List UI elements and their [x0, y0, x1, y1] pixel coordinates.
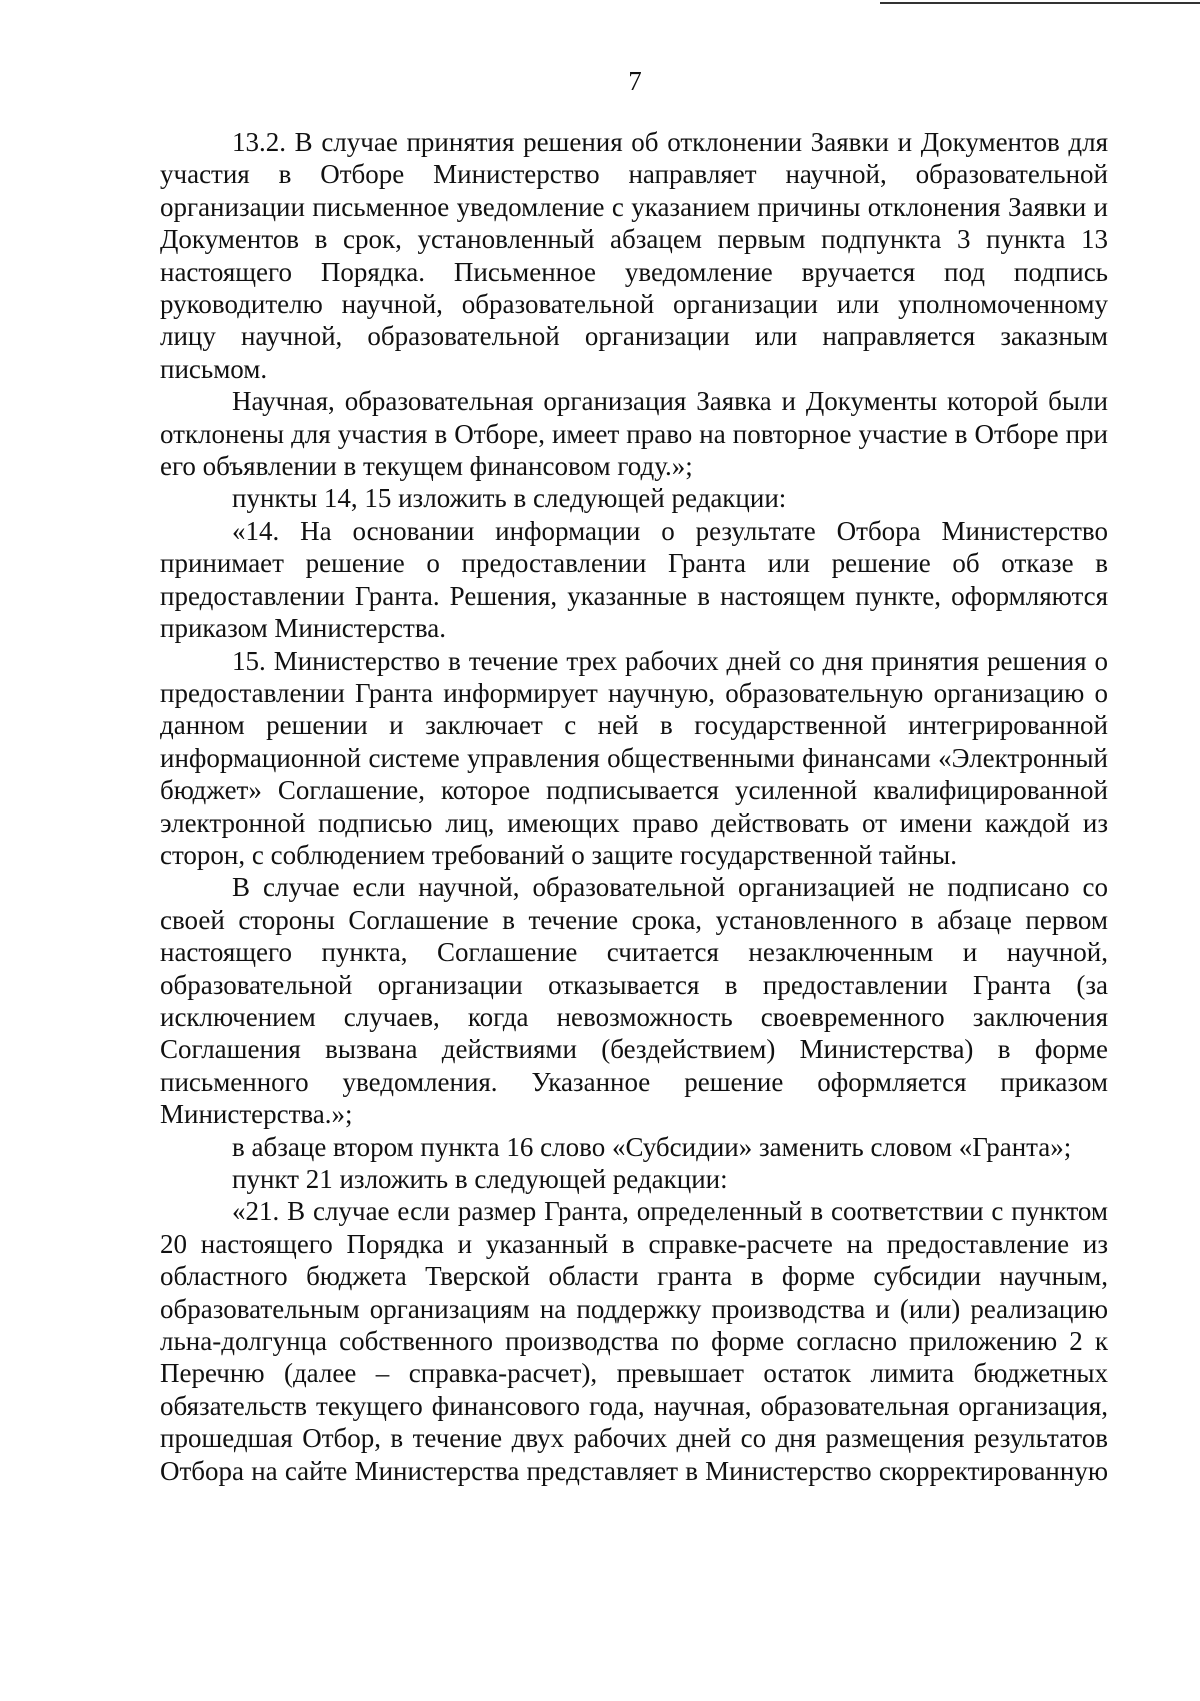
page-number: 7: [628, 66, 642, 96]
paragraph-agreement-not-signed: В случае если научной, образовательной организацией не подписано со своей стороны Соглашение в течение срока, установленного в абзаце первом настоящего пункта, Соглашение считается незаключенным и научной, образовательной организации отказывается в предоставлении Гранта (за исключением случаев, когда невозможность своевременного заключения Соглашения вызвана действиями (бездействием) Министерства) в форме письменного уведомления. Указанное решение оформляется приказом Министерства.»;: [160, 872, 1108, 1130]
top-border-line: [880, 2, 1200, 4]
paragraph-points-14-15-intro: пункты 14, 15 изложить в следующей редакции:: [232, 483, 787, 514]
document-body: [160, 126, 1108, 1487]
paragraph-15: 15. Министерство в течение трех рабочих дней со дня принятия решения о предоставлении Гранта информирует научную, образовательную организацию о данном решении и заключает с ней в государственной интегрированной информационной системе управления общественными финансами «Электронный бюджет» Соглашение, которое подписывается усиленной квалифицированной электронной подписью лиц, имеющих право действовать от имени каждой из сторон, с соблюдением требований о защите государственной тайны.: [160, 645, 1108, 870]
paragraph-13-2: 13.2. В случае принятия решения об отклонении Заявки и Документов для участия в Отборе Министерство направляет научной, образовательной организации письменное уведомление с указанием причины отклонения Заявки и Документов в срок, установленный абзацем первым подпункта 3 пункта 13 настоящего Порядка. Письменное уведомление вручается под подпись руководителю научной, образовательной организации или уполномоченному лицу научной, образовательной организации или направляется заказным письмом.: [160, 127, 1108, 384]
paragraph-14: «14. На основании информации о результате Отбора Министерство принимает решение о предоставлении Гранта или решение об отказе в предоставлении Гранта. Решения, указанные в настоящем пункте, оформляются приказом Министерства.: [160, 515, 1108, 644]
paragraph-21: «21. В случае если размер Гранта, определенный в соответствии с пунктом 20 настоящего Порядка и указанный в справке-расчете на предоставление из областного бюджета Тверской области гранта в форме субсидии научным, образовательным организациям на поддержку производства и (или) реализацию льна-долгунца собственного производства по форме согласно приложению 2 к Перечню (далее – справка-расчет), превышает остаток лимита бюджетных обязательств текущего финансового года, научная, образовательная организация, прошедшая Отбор, в течение двух рабочих дней со дня размещения результатов Отбора на сайте Министерства представляет в Министерство скорректированную: [160, 1196, 1108, 1486]
paragraph-point-16-amendment: в абзаце втором пункта 16 слово «Субсидии» заменить словом «Гранта»;: [232, 1131, 1072, 1162]
paragraph-point-21-intro: пункт 21 изложить в следующей редакции:: [232, 1164, 728, 1194]
paragraph-rejected-organization: Научная, образовательная организация Заявка и Документы которой были отклонены для участия в Отборе, имеет право на повторное участие в Отборе при его объявлении в текущем финансовом году.»;: [160, 386, 1108, 482]
